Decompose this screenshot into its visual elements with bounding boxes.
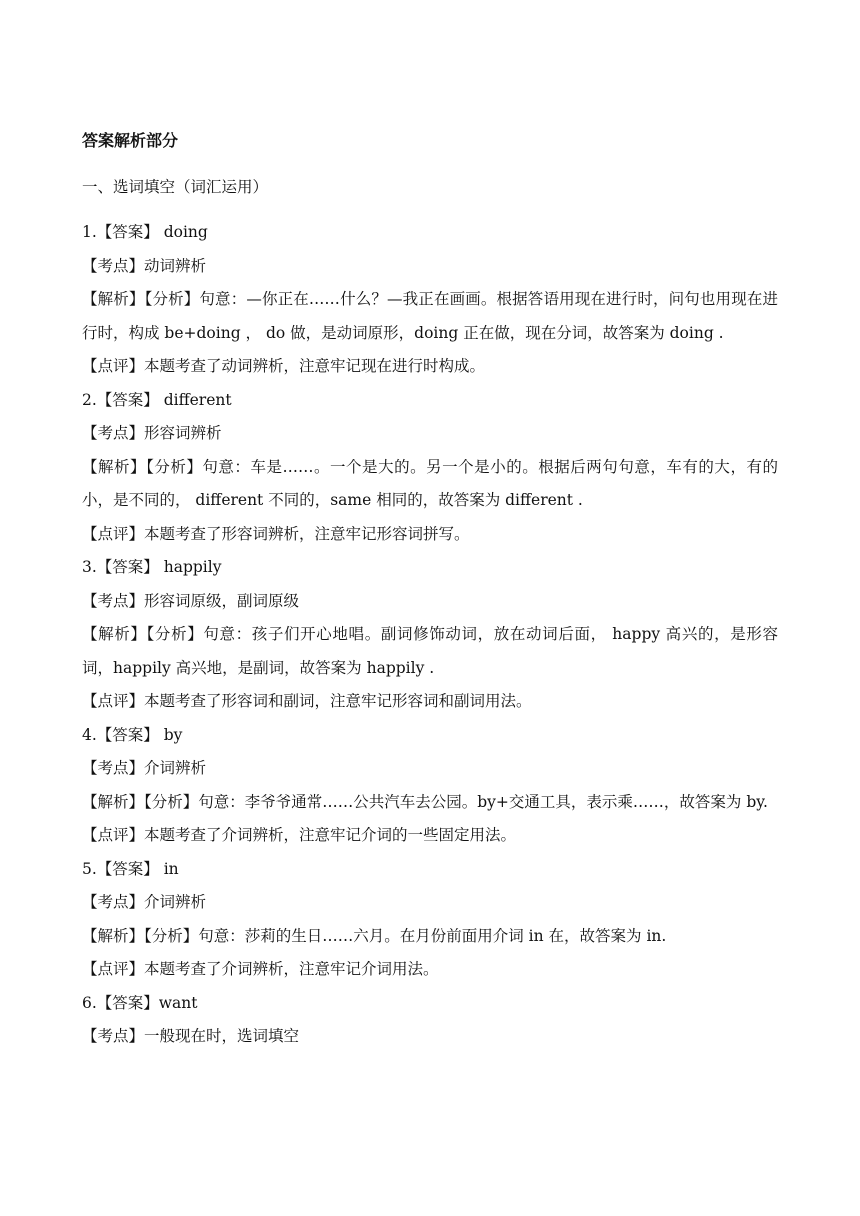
- dianping-line: 【点评】本题考查了介词辨析，注意牢记介词用法。: [82, 960, 439, 978]
- kaodian-line: 【考点】介词辨析: [82, 759, 207, 777]
- answer-item-4: [82, 719, 778, 853]
- kaodian-line: 【考点】形容词原级，副词原级: [82, 591, 300, 610]
- answer-item-5: [82, 853, 778, 987]
- answer-line: 3.【答案】 happily: [82, 558, 222, 576]
- dianping-line: 【点评】本题考查了形容词和副词，注意牢记形容词和副词用法。: [82, 692, 532, 710]
- jiexi-paragraph: 【解析】【分析】句意：车是……。一个是大的。另一个是小的。根据后两句句意，车有的大，有的小，是不同的， different 不同的，same 相同的，故答案为 different .: [82, 457, 778, 509]
- jiexi-paragraph: 【解析】【分析】句意：孩子们开心地唱。副词修饰动词，放在动词后面， happy 高兴的，是形容词，happily 高兴地，是副词，故答案为 happily .: [82, 625, 778, 677]
- jiexi-paragraph: 【解析】【分析】句意：—你正在……什么？—我正在画画。根据答语用现在进行时，问句也用现在进行时，构成 be+doing ， do 做，是动词原形，doing 正在做，现在分词，故答案为 doing .: [82, 290, 778, 342]
- answer-line: 4.【答案】 by: [82, 725, 183, 744]
- kaodian-line: 【考点】动词辨析: [82, 256, 207, 275]
- dianping-line: 【点评】本题考查了形容词辨析，注意牢记形容词拼写。: [82, 524, 470, 543]
- answer-line: 2.【答案】 different: [82, 390, 232, 409]
- answer-line: 1.【答案】 doing: [82, 223, 208, 241]
- kaodian-line: 【考点】一般现在时，选词填空: [82, 1027, 300, 1045]
- answer-document: [82, 128, 778, 1054]
- answer-item-1: [82, 216, 778, 384]
- answer-item-3: [82, 551, 778, 719]
- answer-item-2: [82, 384, 778, 552]
- jiexi-paragraph: 【解析】【分析】句意：李爷爷通常……公共汽车去公园。by+交通工具，表示乘……，故答案为 by.: [82, 792, 768, 811]
- dianping-line: 【点评】本题考查了动词辨析，注意牢记现在进行时构成。: [82, 357, 486, 375]
- answer-item-6: [82, 987, 778, 1054]
- answer-line: 5.【答案】 in: [82, 859, 179, 878]
- answer-line: 6.【答案】want: [82, 993, 198, 1012]
- document-title: 答案解析部分: [82, 131, 179, 150]
- dianping-line: 【点评】本题考查了介词辨析，注意牢记介词的一些固定用法。: [82, 826, 517, 844]
- section-heading: 一、选词填空（词汇运用）: [82, 178, 269, 196]
- kaodian-line: 【考点】介词辨析: [82, 893, 207, 911]
- jiexi-paragraph: 【解析】【分析】句意：莎莉的生日……六月。在月份前面用介词 in 在，故答案为 in.: [82, 926, 667, 945]
- kaodian-line: 【考点】形容词辨析: [82, 424, 222, 442]
